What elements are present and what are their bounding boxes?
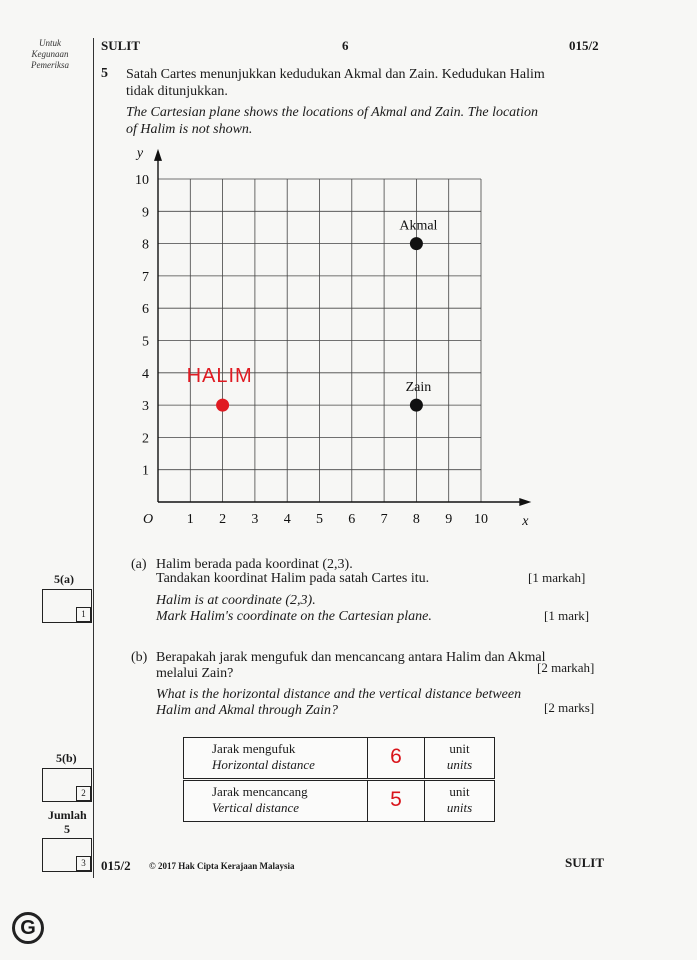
- part-a-ms-2: Tandakan koordinat Halim pada satah Cartes itu.: [156, 571, 430, 586]
- x-axis-label: x: [522, 514, 529, 529]
- max-mark-5a: 1: [76, 607, 91, 622]
- y-tick-label: 10: [135, 173, 149, 188]
- part-a-en-mark: [1 mark]: [544, 608, 590, 623]
- answer-row-vertical: [183, 780, 495, 822]
- data-points: [187, 219, 438, 412]
- publisher-logo: G: [12, 912, 44, 944]
- x-tick-label: 5: [316, 512, 323, 527]
- part-b-ms-1: Berapakah jarak mengufuk dan mencancang antara Halim dan Akmal: [156, 650, 546, 665]
- cartesian-plane: [130, 140, 560, 540]
- question-text-ms-1: Satah Cartes menunjukkan kedudukan Akmal dan Zain. Kedudukan Halim: [126, 67, 545, 82]
- tick-labels: [135, 146, 529, 529]
- point-halim: [216, 399, 229, 412]
- point-zain: [410, 399, 423, 412]
- part-b-en-2: Halim and Akmal through Zain?: [156, 703, 339, 718]
- answer-row-horizontal: [183, 737, 495, 779]
- question-text-en-2: of Halim is not shown.: [126, 122, 253, 137]
- y-axis-arrow: [154, 149, 162, 161]
- answer-label-cell: [184, 781, 368, 821]
- y-tick-label: 1: [142, 463, 149, 479]
- unit-en: units: [446, 800, 473, 815]
- axes: [154, 149, 531, 506]
- answer-value-vertical[interactable]: 5: [368, 781, 425, 821]
- part-a-label: (a): [131, 557, 147, 572]
- max-mark-5b: 2: [76, 786, 91, 801]
- answer-label-en: Vertical distance: [212, 800, 300, 815]
- x-tick-label: 1: [186, 512, 194, 527]
- header-sulit: SULIT: [101, 38, 141, 53]
- x-tick-label: 4: [283, 512, 291, 527]
- unit-ms: unit: [449, 784, 470, 799]
- part-a-en-2: Mark Halim's coordinate on the Cartesian plane.: [156, 609, 432, 624]
- x-tick-label: 7: [380, 512, 388, 527]
- answer-unit-cell: [425, 738, 494, 778]
- part-b-ms-2: melalui Zain?: [156, 666, 234, 681]
- point-label-akmal: Akmal: [399, 218, 438, 234]
- footer-sulit: SULIT: [565, 855, 605, 870]
- question-text-ms-2: tidak ditunjukkan.: [126, 84, 228, 99]
- margin-label-5a: 5(a): [54, 572, 74, 586]
- x-tick-label: 10: [474, 512, 488, 527]
- margin-label-5b: 5(b): [56, 751, 77, 765]
- question-text-en-1: The Cartesian plane shows the locations of Akmal and Zain. The location: [126, 105, 538, 120]
- answer-value-horizontal[interactable]: 6: [368, 738, 425, 778]
- answer-label-cell: [184, 738, 368, 778]
- answer-label-ms: Jarak mencancang: [212, 784, 308, 799]
- footer-copyright: © 2017 Hak Cipta Kerajaan Malaysia: [149, 861, 295, 871]
- y-tick-label: 2: [142, 431, 149, 447]
- point-label-halim: HALIM: [186, 365, 253, 388]
- page-number: 6: [342, 38, 349, 53]
- unit-en: units: [446, 757, 473, 772]
- part-a-ms-1: Halim berada pada koordinat (2,3).: [156, 557, 353, 572]
- part-a-ms-mark: [1 markah]: [528, 570, 586, 585]
- y-tick-label: 5: [142, 334, 149, 350]
- x-tick-label: 3: [251, 512, 259, 527]
- x-tick-label: 9: [445, 512, 453, 527]
- x-tick-label: 2: [219, 512, 227, 527]
- paper-code: 015/2: [569, 38, 599, 53]
- x-axis-arrow: [519, 498, 531, 506]
- footer-code: 015/2: [101, 858, 131, 873]
- margin-divider: [93, 38, 94, 878]
- max-mark-total: 3: [76, 856, 91, 871]
- part-b-ms-mark: [2 markah]: [537, 660, 595, 675]
- margin-note-line: Pemeriksa: [31, 60, 69, 70]
- total-label: Jumlah: [48, 808, 87, 822]
- margin-note-line: Kegunaan: [31, 49, 69, 59]
- margin-note-line: Untuk: [39, 38, 61, 48]
- y-axis-label: y: [136, 145, 144, 161]
- answer-label-ms: Jarak mengufuk: [212, 741, 296, 756]
- question-number: 5: [101, 66, 108, 81]
- part-b-label: (b): [131, 650, 148, 665]
- unit-ms: unit: [449, 741, 470, 756]
- part-b-en-1: What is the horizontal distance and the vertical distance between: [156, 687, 522, 702]
- y-tick-label: 4: [142, 366, 149, 382]
- examiner-use-note: [10, 38, 90, 71]
- x-tick-label: 8: [412, 512, 420, 527]
- origin-label: O: [142, 512, 154, 527]
- y-tick-label: 8: [142, 237, 149, 253]
- total-value: 5: [64, 822, 70, 836]
- y-tick-label: 3: [142, 399, 149, 415]
- y-tick-label: 6: [142, 302, 149, 318]
- part-b-en-mark: [2 marks]: [544, 700, 595, 715]
- point-akmal: [410, 237, 423, 250]
- point-label-zain: Zain: [405, 380, 432, 396]
- y-tick-label: 9: [142, 205, 149, 221]
- answer-unit-cell: [425, 781, 494, 821]
- y-tick-label: 7: [142, 269, 149, 285]
- x-tick-label: 6: [348, 512, 356, 527]
- part-a-en-1: Halim is at coordinate (2,3).: [156, 593, 316, 608]
- answer-label-en: Horizontal distance: [212, 757, 315, 772]
